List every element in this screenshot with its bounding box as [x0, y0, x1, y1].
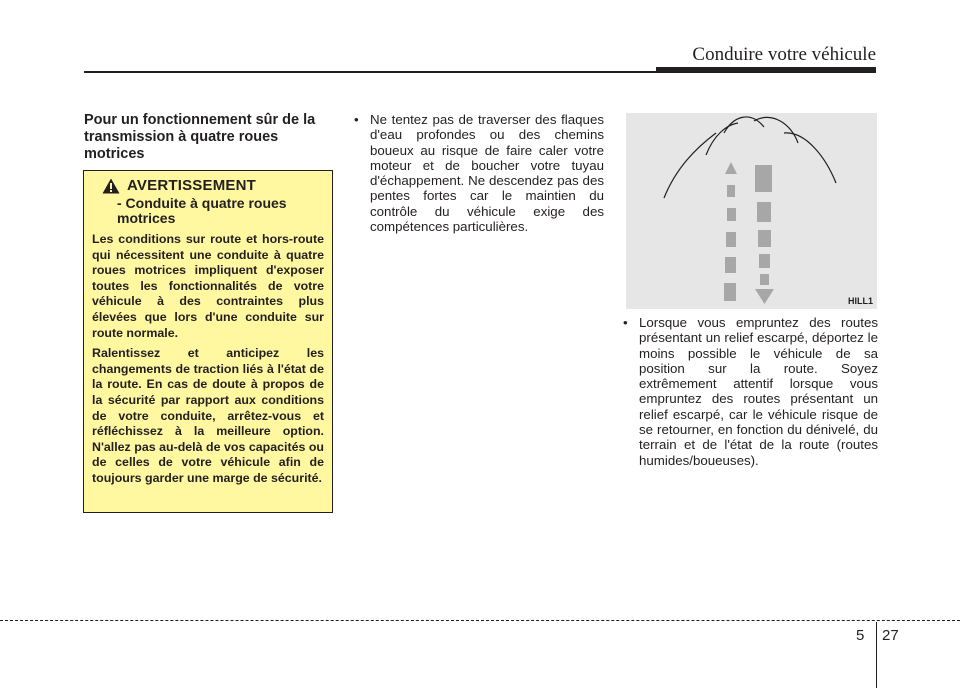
figure-label: HILL1 [847, 296, 873, 306]
page-number: 27 [882, 627, 899, 644]
bullet-dot: • [354, 112, 359, 127]
chapter-title: Conduire votre véhicule [692, 44, 876, 65]
warning-box [83, 170, 333, 513]
warning-triangle-icon [102, 178, 120, 194]
page-number-divider [876, 622, 877, 688]
bullet-dot: • [623, 315, 628, 330]
bullet-item [354, 112, 604, 234]
warning-paragraph: Ralentissez et anticipez les changements de traction liés à l'état de la route. En cas de doute à propos de la sécurité par rapport aux conditions de votre conduite, arrêtez-vous et réfléchissez à la meilleure option. N'allez pas au-delà de vos capacités ou de celles de votre véhicule afin de toujours garder une marge de sécurité. [92, 346, 324, 485]
bullet-text: Lorsque vous empruntez des routes présentant un relief escarpé, déportez le moins possible le véhicule de sa position sur la route. Soyez extrêmement attentif lorsque vous empruntez des routes présentant un relief escarpé, car le véhicule risque de se retourner, en fonction du dénivelé, du terrain et de l'état de la route (routes humides/boueuses). [639, 315, 878, 468]
header-rule-thin [84, 71, 656, 73]
bullet-text: Ne tentez pas de traverser des flaques d'eau profondes ou des chemins boueux au risque de faire caler votre moteur et de boucher votre tuyau d'échappement. Ne descendez pas des pentes fortes car le maintien du contrôle du véhicule exige des compétences particulières. [370, 112, 604, 235]
footer-rule [0, 620, 960, 621]
chapter-number: 5 [856, 627, 865, 644]
header-rule-thick [656, 67, 876, 73]
hill-illustration [626, 113, 877, 309]
bullet-item [623, 315, 878, 468]
warning-header [102, 177, 324, 194]
hill-slope-icon [626, 113, 877, 309]
section-heading: Pour un fonctionnement sûr de la transmission à quatre roues motrices [84, 112, 316, 162]
warning-title: AVERTISSEMENT [127, 177, 257, 194]
warning-subtitle: - Conduite à quatre roues motrices [117, 195, 287, 226]
warning-paragraph: Les conditions sur route et hors-route qui nécessitent une conduite à quatre roues motrices impliquent d'exposer toutes les fonctionnalités de votre véhicule à des contraintes plus élevées que lors d'une conduite sur route normale. [92, 232, 324, 340]
